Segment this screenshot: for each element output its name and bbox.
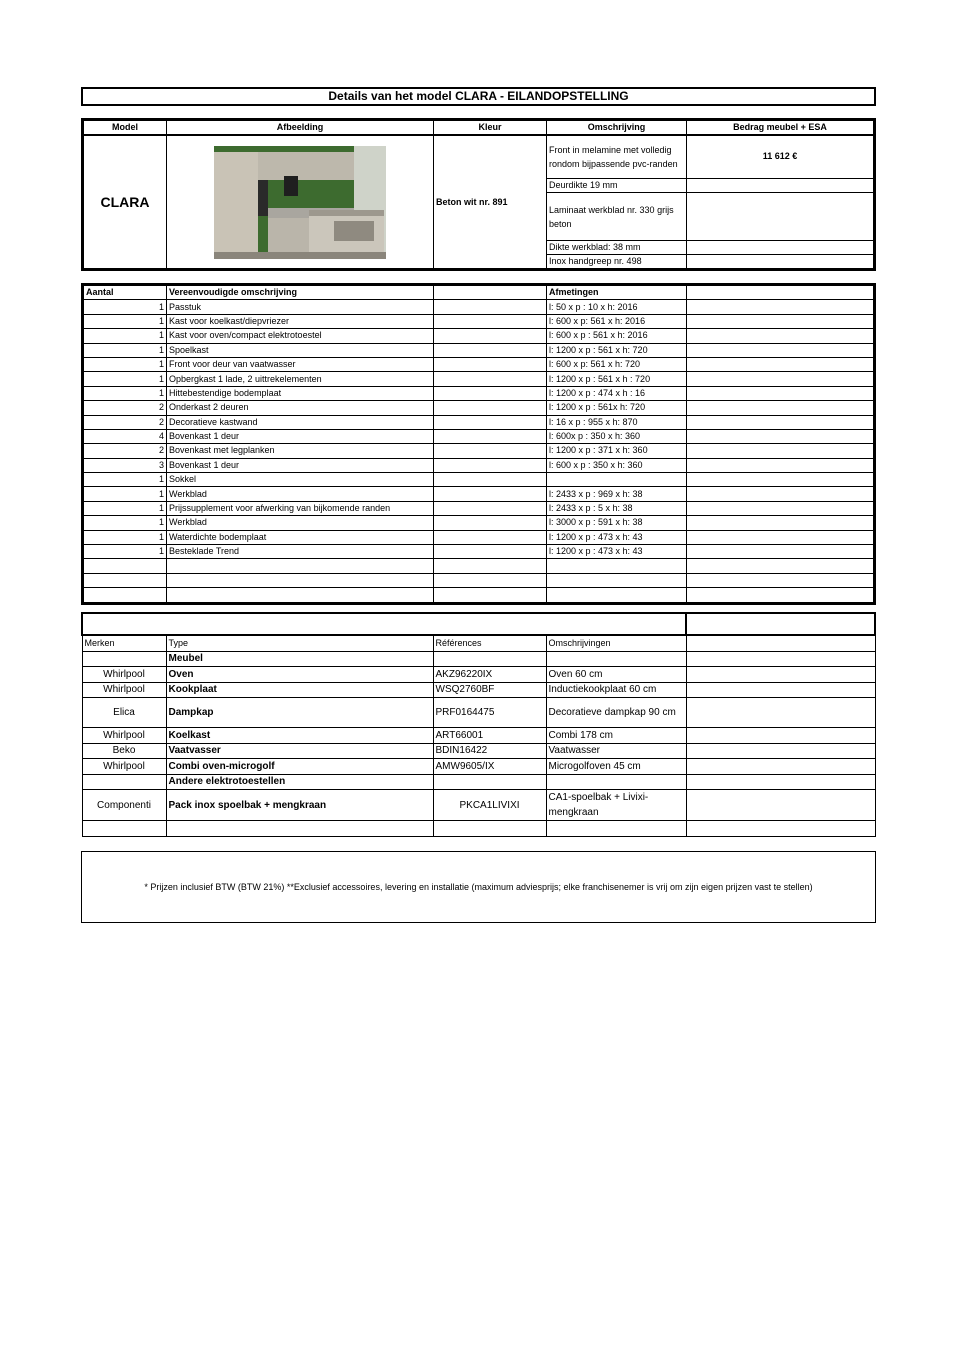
item-empty-a xyxy=(434,516,547,530)
brand-row xyxy=(82,667,875,683)
item-qty: 1 xyxy=(84,329,167,343)
brand-type: Dampkap xyxy=(166,698,433,728)
header-omschrijvingen: Omschrijvingen xyxy=(546,635,686,651)
kitchen-photo-icon xyxy=(214,146,386,259)
item-empty-a xyxy=(434,314,547,328)
item-dim: l: 16 x p : 955 x h: 870 xyxy=(547,415,687,429)
item-dim: l: 600 x p: 561 x h: 2016 xyxy=(547,314,687,328)
model-name: CLARA xyxy=(84,135,167,269)
item-empty-b xyxy=(687,444,874,458)
item-dim: l: 600x p : 350 x h: 360 xyxy=(547,429,687,443)
item-empty-b xyxy=(687,516,874,530)
brand-type: Koelkast xyxy=(166,728,433,744)
brand-row xyxy=(82,759,875,775)
item-empty-b xyxy=(687,343,874,357)
kleur-value: Beton wit nr. 891 xyxy=(434,135,547,269)
item-dim: l: 50 x p : 10 x h: 2016 xyxy=(547,300,687,314)
item-dim: l: 1200 x p : 561x h: 720 xyxy=(547,401,687,415)
item-empty-a xyxy=(434,415,547,429)
item-desc: Onderkast 2 deuren xyxy=(167,401,434,415)
item-empty-b xyxy=(687,386,874,400)
omschrijving-3: Laminaat werkblad nr. 330 grijs beton xyxy=(547,193,687,241)
item-empty-b xyxy=(687,501,874,515)
item-dim: l: 1200 x p : 473 x h: 43 xyxy=(547,530,687,544)
brand-row xyxy=(82,682,875,698)
omschrijving-2: Deurdikte 19 mm xyxy=(547,179,687,193)
item-row xyxy=(84,501,874,515)
brand-ref: PKCA1LIVIXI xyxy=(433,790,546,821)
brand-name: Componenti xyxy=(82,790,166,821)
item-row xyxy=(84,530,874,544)
item-empty-a xyxy=(434,473,547,487)
brand-empty xyxy=(686,667,875,683)
item-desc: Kast voor oven/compact elektrotoestel xyxy=(167,329,434,343)
omschrijving-1: Front in melamine met volledig rondom bijpassende pvc-randen xyxy=(547,135,687,179)
brand-table xyxy=(81,612,876,837)
header-afbeelding: Afbeelding xyxy=(167,121,434,136)
items-table xyxy=(81,283,876,605)
item-desc: Prijssupplement voor afwerking van bijkomende randen xyxy=(167,501,434,515)
item-dim: l: 1200 x p : 473 x h: 43 xyxy=(547,545,687,559)
header-empty-2 xyxy=(687,286,874,300)
footnote: * Prijzen inclusief BTW (BTW 21%) **Exclusief accessoires, levering en installatie (maximum adviesprijs; elke franchisenemer is vrij om zijn eigen prijzen vast te stellen) xyxy=(81,851,876,923)
brand-name: Elica xyxy=(82,698,166,728)
item-row xyxy=(84,473,874,487)
item-dim: l: 1200 x p : 474 x h : 16 xyxy=(547,386,687,400)
header-model: Model xyxy=(84,121,167,136)
brand-ref: WSQ2760BF xyxy=(433,682,546,698)
brand-type: Vaatvasser xyxy=(166,743,433,759)
section-other: Andere elektrotoestellen xyxy=(166,774,433,790)
item-dim: l: 600 x p : 350 x h: 360 xyxy=(547,458,687,472)
item-empty-a xyxy=(434,357,547,371)
price-empty-4 xyxy=(687,241,874,255)
item-row xyxy=(84,314,874,328)
item-row xyxy=(84,329,874,343)
item-empty-a xyxy=(434,487,547,501)
header-afmetingen: Afmetingen xyxy=(547,286,687,300)
item-row-blank xyxy=(84,559,874,573)
item-row xyxy=(84,386,874,400)
item-empty-a xyxy=(434,545,547,559)
item-qty: 1 xyxy=(84,343,167,357)
item-dim: l: 1200 x p : 371 x h: 360 xyxy=(547,444,687,458)
section-other-row xyxy=(82,774,875,790)
item-empty-b xyxy=(687,487,874,501)
page-title: Details van het model CLARA - EILANDOPSTELLING xyxy=(81,87,876,106)
item-dim: l: 600 x p: 561 x h: 720 xyxy=(547,357,687,371)
item-qty: 1 xyxy=(84,357,167,371)
item-empty-b xyxy=(687,372,874,386)
item-empty-a xyxy=(434,444,547,458)
brand-row xyxy=(82,790,875,821)
item-desc: Hittebestendige bodemplaat xyxy=(167,386,434,400)
brand-empty xyxy=(686,698,875,728)
item-dim: l: 3000 x p : 591 x h: 38 xyxy=(547,516,687,530)
item-row xyxy=(84,401,874,415)
item-empty-a xyxy=(434,401,547,415)
item-qty: 2 xyxy=(84,401,167,415)
brand-header xyxy=(82,635,875,651)
item-row xyxy=(84,429,874,443)
price-empty-3 xyxy=(687,193,874,241)
item-desc: Bovenkast 1 deur xyxy=(167,429,434,443)
header-aantal: Aantal xyxy=(84,286,167,300)
item-qty: 1 xyxy=(84,314,167,328)
item-empty-b xyxy=(687,357,874,371)
item-desc: Spoelkast xyxy=(167,343,434,357)
item-qty: 1 xyxy=(84,473,167,487)
item-empty-b xyxy=(687,545,874,559)
model-table-header xyxy=(84,121,874,136)
header-empty-1 xyxy=(434,286,547,300)
brand-desc: Oven 60 cm xyxy=(546,667,686,683)
item-desc: Sokkel xyxy=(167,473,434,487)
item-empty-a xyxy=(434,386,547,400)
item-desc: Bovenkast 1 deur xyxy=(167,458,434,472)
brand-ref: PRF0164475 xyxy=(433,698,546,728)
item-qty: 1 xyxy=(84,300,167,314)
brand-desc: Vaatwasser xyxy=(546,743,686,759)
item-dim: l: 2433 x p : 5 x h: 38 xyxy=(547,501,687,515)
item-desc: Besteklade Trend xyxy=(167,545,434,559)
brand-empty xyxy=(686,743,875,759)
item-desc: Kast voor koelkast/diepvriezer xyxy=(167,314,434,328)
brand-desc: Inductiekookplaat 60 cm xyxy=(546,682,686,698)
header-kleur: Kleur xyxy=(434,121,547,136)
item-empty-b xyxy=(687,415,874,429)
item-empty-b xyxy=(687,300,874,314)
item-dim: l: 1200 x p : 561 x h : 720 xyxy=(547,372,687,386)
item-dim xyxy=(547,473,687,487)
section-meubel: Meubel xyxy=(166,651,433,667)
item-row xyxy=(84,372,874,386)
item-row-blank xyxy=(84,588,874,602)
brand-top-empty xyxy=(82,613,686,635)
item-empty-b xyxy=(687,530,874,544)
item-row xyxy=(84,300,874,314)
item-desc: Opbergkast 1 lade, 2 uittrekelementen xyxy=(167,372,434,386)
item-qty: 1 xyxy=(84,516,167,530)
brand-type: Oven xyxy=(166,667,433,683)
item-empty-a xyxy=(434,300,547,314)
item-row xyxy=(84,516,874,530)
item-qty: 1 xyxy=(84,487,167,501)
brand-type: Combi oven-microgolf xyxy=(166,759,433,775)
brand-top-empty-2 xyxy=(686,613,875,635)
item-row xyxy=(84,487,874,501)
item-row-blank xyxy=(84,573,874,587)
brand-row-blank xyxy=(82,821,875,837)
item-desc: Front voor deur van vaatwasser xyxy=(167,357,434,371)
item-desc: Decoratieve kastwand xyxy=(167,415,434,429)
item-empty-a xyxy=(434,329,547,343)
brand-name: Whirlpool xyxy=(82,728,166,744)
item-desc: Bovenkast met legplanken xyxy=(167,444,434,458)
item-row xyxy=(84,545,874,559)
brand-empty xyxy=(686,682,875,698)
omschrijving-4: Dikte werkblad: 38 mm xyxy=(547,241,687,255)
brand-type: Kookplaat xyxy=(166,682,433,698)
item-qty: 1 xyxy=(84,372,167,386)
brand-ref: BDIN16422 xyxy=(433,743,546,759)
header-bedrag: Bedrag meubel + ESA xyxy=(687,121,874,136)
brand-empty xyxy=(686,790,875,821)
item-dim: l: 600 x p : 561 x h: 2016 xyxy=(547,329,687,343)
brand-row xyxy=(82,728,875,744)
brand-name: Whirlpool xyxy=(82,759,166,775)
item-empty-a xyxy=(434,530,547,544)
item-row xyxy=(84,444,874,458)
item-qty: 2 xyxy=(84,444,167,458)
brand-type: Pack inox spoelbak + mengkraan xyxy=(166,790,433,821)
brand-top-row xyxy=(82,613,875,635)
item-dim: l: 2433 x p : 969 x h: 38 xyxy=(547,487,687,501)
item-qty: 1 xyxy=(84,530,167,544)
item-empty-b xyxy=(687,458,874,472)
items-header xyxy=(84,286,874,300)
price-empty-5 xyxy=(687,255,874,269)
item-qty: 2 xyxy=(84,415,167,429)
item-empty-b xyxy=(687,473,874,487)
item-row xyxy=(84,357,874,371)
item-empty-a xyxy=(434,429,547,443)
header-omschrijving: Omschrijving xyxy=(547,121,687,136)
model-image-cell xyxy=(167,135,434,269)
item-qty: 4 xyxy=(84,429,167,443)
item-empty-a xyxy=(434,343,547,357)
brand-row xyxy=(82,698,875,728)
item-empty-b xyxy=(687,429,874,443)
header-type: Type xyxy=(166,635,433,651)
item-row xyxy=(84,343,874,357)
item-qty: 1 xyxy=(84,545,167,559)
item-desc: Passtuk xyxy=(167,300,434,314)
omschrijving-5: Inox handgreep nr. 498 xyxy=(547,255,687,269)
brand-empty xyxy=(686,759,875,775)
brand-row xyxy=(82,743,875,759)
header-merken: Merken xyxy=(82,635,166,651)
brand-ref: AKZ96220IX xyxy=(433,667,546,683)
item-empty-b xyxy=(687,329,874,343)
brand-empty xyxy=(686,728,875,744)
section-meubel-row xyxy=(82,651,875,667)
item-dim: l: 1200 x p : 561 x h: 720 xyxy=(547,343,687,357)
model-table xyxy=(81,118,876,271)
brand-desc: CA1-spoelbak + Livixi-mengkraan xyxy=(546,790,686,821)
brand-desc: Decoratieve dampkap 90 cm xyxy=(546,698,686,728)
brand-ref: ART66001 xyxy=(433,728,546,744)
item-desc: Werkblad xyxy=(167,516,434,530)
header-vereenvoudigde: Vereenvoudigde omschrijving xyxy=(167,286,434,300)
header-empty xyxy=(686,635,875,651)
item-empty-a xyxy=(434,372,547,386)
item-empty-b xyxy=(687,314,874,328)
brand-name: Beko xyxy=(82,743,166,759)
item-qty: 1 xyxy=(84,386,167,400)
item-qty: 1 xyxy=(84,501,167,515)
item-empty-b xyxy=(687,401,874,415)
brand-desc: Microgolfoven 45 cm xyxy=(546,759,686,775)
item-qty: 3 xyxy=(84,458,167,472)
price-value: 11 612 € xyxy=(687,135,874,179)
price-empty-2 xyxy=(687,179,874,193)
item-desc: Waterdichte bodemplaat xyxy=(167,530,434,544)
item-empty-a xyxy=(434,458,547,472)
brand-name: Whirlpool xyxy=(82,667,166,683)
brand-name: Whirlpool xyxy=(82,682,166,698)
item-desc: Werkblad xyxy=(167,487,434,501)
item-empty-a xyxy=(434,501,547,515)
item-row xyxy=(84,415,874,429)
brand-desc: Combi 178 cm xyxy=(546,728,686,744)
header-references: Références xyxy=(433,635,546,651)
brand-ref: AMW9605/IX xyxy=(433,759,546,775)
item-row xyxy=(84,458,874,472)
